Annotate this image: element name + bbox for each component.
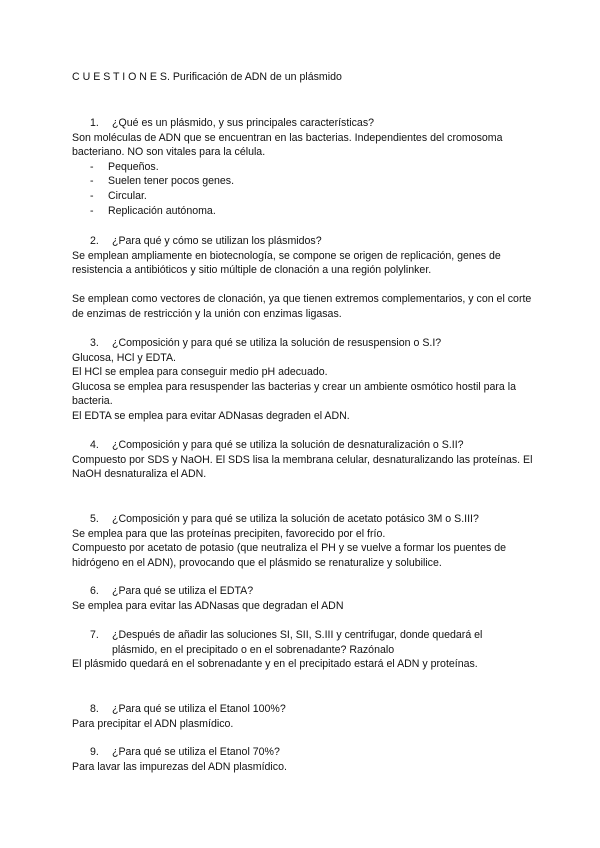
question-5 [72,512,542,570]
list-item: - Suelen tener pocos genes. [90,174,542,189]
question-6 [72,584,542,613]
page-title: C U E S T I O N E S. Purificación de ADN de un plásmido [72,71,342,83]
question-1 [72,116,542,218]
question-4 [72,438,542,482]
answer-text: Compuesto por acetato de potasio (que neutraliza el PH y se vuelve a formar los puentes de hidrógeno en el ADN), provocando que el plásmido se renaturalize y solubilice. [72,542,507,569]
answer-text: Se emplea para evitar las ADNasas que degradan el ADN [72,599,344,612]
answer-text: Se emplean como vectores de clonación, ya que tienen extremos complementarios, y con el corte de enzimas de restricción y la unión con enzimas ligasas. [72,293,532,320]
answer-text: Son moléculas de ADN que se encuentran en las bacterias. Independientes del cromosoma bacteriano. NO son vitales para la célula. [72,131,503,159]
answer-text: Glucosa, HCl y EDTA. [72,351,176,364]
question-text: 1. ¿Qué es un plásmido, y sus principales características? [90,117,375,129]
question-text: 3. ¿Composición y para qué se utiliza la solución de resuspension o S.I? [90,337,442,349]
question-text: 6. ¿Para qué se utiliza el EDTA? [90,585,254,597]
question-9 [72,745,542,774]
question-text: 4. ¿Composición y para qué se utiliza la solución de desnaturalización o S.II? [90,439,464,451]
question-3 [72,336,542,424]
answer-text: Para precipitar el ADN plasmídico. [72,717,234,730]
characteristics-list [72,160,542,218]
answer-text: Se emplea para que las proteínas precipiten, favorecido por el frío. [72,527,386,540]
question-text: 5. ¿Composición y para qué se utiliza la solución de acetato potásico 3M o S.III? [90,513,479,525]
list-item: - Circular. [90,189,542,204]
answer-text: El plásmido quedará en el sobrenadante y en el precipitado estará el ADN y proteínas. [72,658,478,671]
question-8 [72,702,542,731]
list-item: - Pequeños. [90,160,542,175]
answer-text: Compuesto por SDS y NaOH. El SDS lisa la membrana celular, desnaturalizando las proteínas. El NaOH desnaturaliza el ADN. [72,453,533,481]
question-text: 2. ¿Para qué y cómo se utilizan los plásmidos? [90,235,322,247]
list-item: - Replicación autónoma. [90,204,542,219]
answer-text: Para lavar las impurezas del ADN plasmídico. [72,760,287,773]
answer-text: Glucosa se emplea para resuspender las bacterias y crear un ambiente osmótico hostil para la bacteria. [72,380,516,408]
question-text: 7. ¿Después de añadir las soluciones SI, SII, S.III y centrifugar, donde quedará el [90,629,483,641]
question-7 [72,628,542,672]
answer-text: Se emplean ampliamente en biotecnología, se compone se origen de replicación, genes de resistencia a antibióticos y sitio múltiple de clonación a una región polylinker. [72,249,501,277]
answer-text: El HCl se emplea para conseguir medio pH adecuado. [72,366,328,379]
answer-text: El EDTA se emplea para evitar ADNasas degraden el ADN. [72,409,350,422]
question-2 [72,234,542,322]
question-text-continued: plásmido, en el precipitado o en el sobrenadante? Razónalo [112,643,395,656]
question-text: 8. ¿Para qué se utiliza el Etanol 100%? [90,703,286,715]
question-text: 9. ¿Para qué se utiliza el Etanol 70%? [90,746,280,758]
